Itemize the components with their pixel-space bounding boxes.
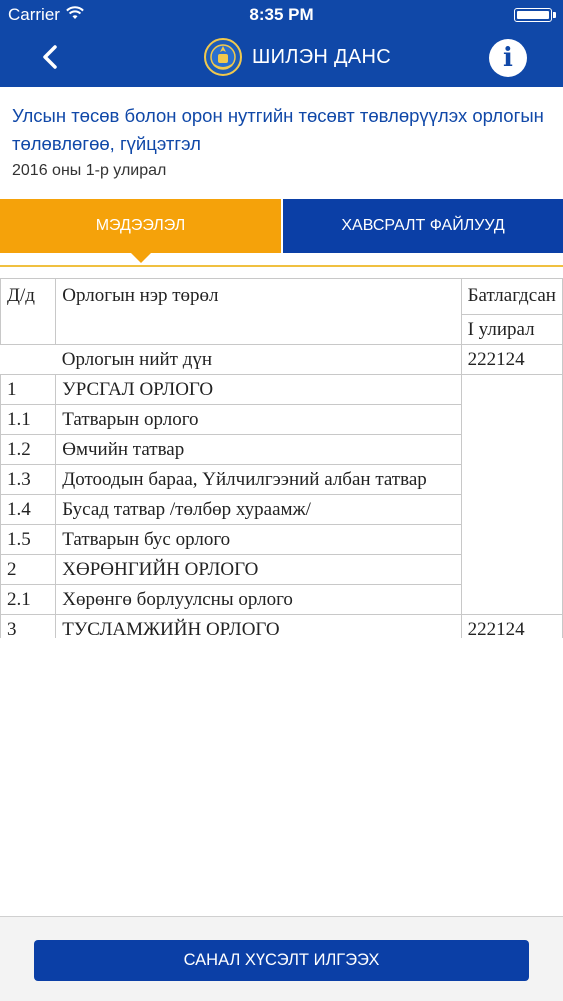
row-value: 222124	[461, 615, 562, 639]
table-row-total	[1, 345, 563, 375]
table-row	[1, 615, 563, 639]
row-name: УРСГАЛ ОРЛОГО	[56, 375, 461, 405]
row-no: 1	[1, 375, 56, 405]
total-label: Орлогын нийт дүн	[56, 345, 461, 375]
tab-divider	[0, 265, 563, 267]
battery-icon	[514, 8, 552, 22]
row-name: ТУСЛАМЖИЙН ОРЛОГО	[56, 615, 461, 639]
header-quarter: I улирал	[461, 315, 562, 345]
row-name: Хөрөнгө борлуулсны орлого	[56, 585, 461, 615]
header-no: Д/д	[1, 279, 56, 345]
header-name: Орлогын нэр төрөл	[56, 279, 461, 345]
row-no: 1.5	[1, 525, 56, 555]
row-no: 1.4	[1, 495, 56, 525]
row-name: Дотоодын бараа, Үйлчилгээний албан татвар	[56, 465, 461, 495]
info-icon[interactable]: i	[489, 39, 527, 77]
report-period: 2016 оны 1-р улирал	[12, 162, 167, 179]
income-table-scroll[interactable]	[0, 278, 563, 638]
total-value: 222124	[461, 345, 562, 375]
income-table	[0, 278, 563, 638]
carrier-label: Carrier	[8, 5, 60, 24]
row-name: Татварын бус орлого	[56, 525, 461, 555]
header-approved: Батлагдсан	[461, 279, 562, 315]
status-time: 8:35 PM	[249, 5, 314, 24]
row-value	[461, 375, 562, 615]
row-no: 3	[1, 615, 56, 639]
bottom-bar	[0, 916, 563, 1001]
back-chevron-icon[interactable]	[36, 40, 66, 74]
table-row	[1, 375, 563, 405]
row-no: 1.2	[1, 435, 56, 465]
tab-attachments[interactable]: ХАВСРАЛТ ФАЙЛУУД	[283, 199, 563, 253]
row-name: Өмчийн татвар	[56, 435, 461, 465]
row-no: 2.1	[1, 585, 56, 615]
row-name: Бусад татвар /төлбөр хураамж/	[56, 495, 461, 525]
row-no: 1.1	[1, 405, 56, 435]
top-bar	[0, 0, 563, 87]
app-title: ШИЛЭН ДАНС	[252, 46, 391, 68]
row-no: 1.3	[1, 465, 56, 495]
send-feedback-button[interactable]: САНАЛ ХҮСЭЛТ ИЛГЭЭХ	[34, 940, 529, 981]
tab-bar	[0, 199, 563, 253]
row-name: Татварын орлого	[56, 405, 461, 435]
report-title: Улсын төсөв болон орон нутгийн төсөвт төвлөрүүлэх орлогын төлөвлөгөө, гүйцэтгэл	[12, 105, 544, 154]
active-tab-pointer	[130, 252, 152, 263]
row-no: 2	[1, 555, 56, 585]
status-bar	[0, 0, 563, 30]
state-emblem-icon	[204, 38, 242, 76]
tab-info[interactable]: МЭДЭЭЛЭЛ	[0, 199, 281, 253]
row-name: ХӨРӨНГИЙН ОРЛОГО	[56, 555, 461, 585]
